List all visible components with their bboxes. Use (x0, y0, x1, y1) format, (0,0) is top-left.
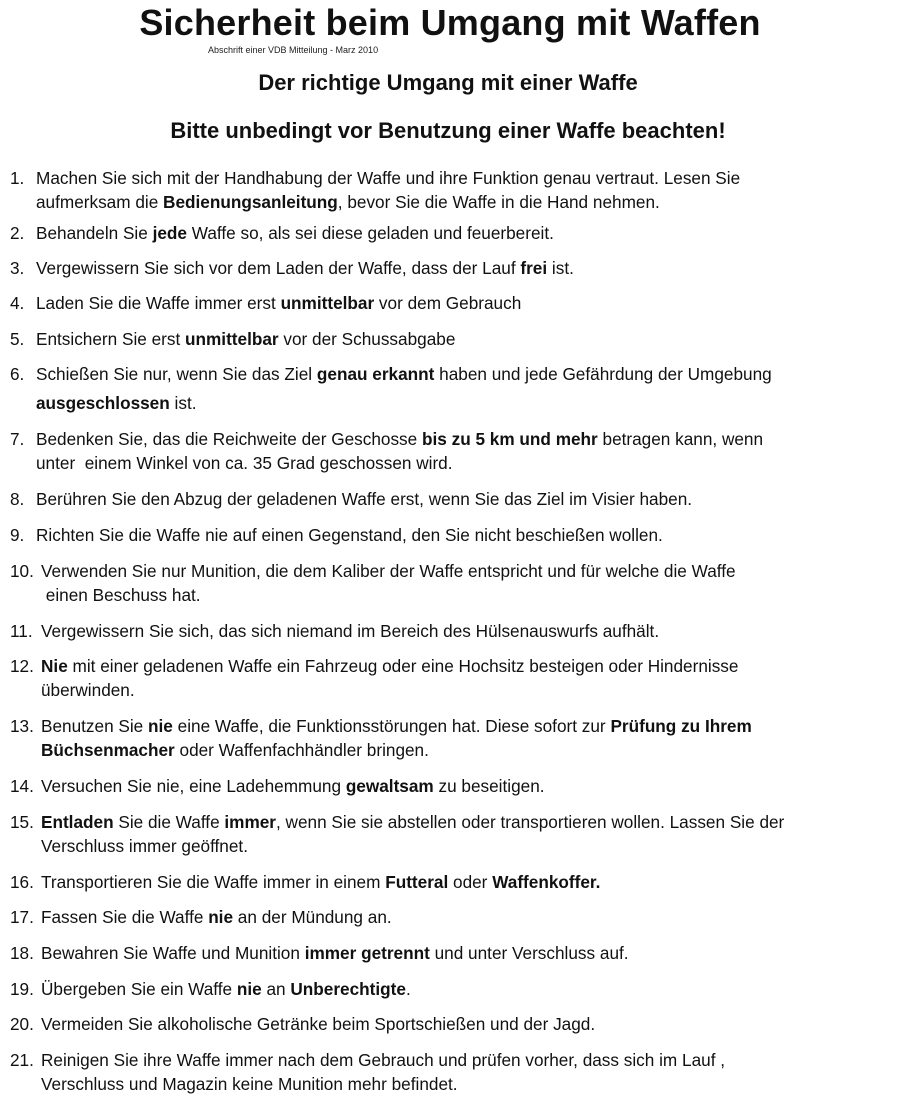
list-item-line (10, 810, 784, 834)
list-item-text: Verschluss und Magazin keine Munition mehr befindet. (41, 1074, 458, 1094)
emphasis-text: Unberechtigte (290, 979, 406, 999)
list-item-line (10, 190, 660, 214)
list-item-text: Übergeben Sie ein Waffe (41, 979, 237, 999)
emphasis-text: Entladen (41, 812, 114, 832)
list-item-line (10, 738, 429, 762)
emphasis-text: frei (520, 258, 548, 278)
list-item-text: Verwenden Sie nur Munition, die dem Kaliber der Waffe entspricht und für welche die Waffe (41, 561, 736, 581)
list-item-text: oder (448, 872, 493, 892)
list-item-line (10, 221, 554, 245)
list-item-text: und unter Verschluss auf. (429, 943, 629, 963)
emphasis-text: Bedienungsanleitung (163, 192, 338, 212)
list-item-line (10, 1012, 595, 1036)
list-item-text: oder Waffenfachhändler bringen. (174, 740, 429, 760)
list-item-number: 9. (10, 525, 25, 545)
list-item-text: , bevor Sie die Waffe in die Hand nehmen. (337, 192, 660, 212)
list-item-number: 18. (10, 943, 34, 963)
list-item-text: einen Beschuss hat. (41, 585, 201, 605)
list-item-text: überwinden. (41, 680, 135, 700)
list-item-text: Machen Sie sich mit der Handhabung der Waffe und ihre Funktion genau vertraut. Lesen Sie (36, 168, 741, 188)
emphasis-text: ausgeschlossen (36, 393, 170, 413)
list-item-line (10, 583, 201, 607)
list-item-line (10, 1072, 458, 1096)
list-item-number: 6. (10, 364, 25, 384)
list-item-number: 13. (10, 716, 34, 736)
list-item-text: Schießen Sie nur, wenn Sie das Ziel (36, 364, 317, 384)
list-item-number: 1. (10, 168, 25, 188)
emphasis-text: unmittelbar (185, 329, 279, 349)
list-item-text: Bewahren Sie Waffe und Munition (41, 943, 305, 963)
list-item-text: vor dem Gebrauch (374, 293, 522, 313)
emphasis-text: gewaltsam (345, 776, 434, 796)
list-item-line (10, 427, 763, 451)
list-item-line (10, 905, 392, 929)
list-item-text: unter einem Winkel von ca. 35 Grad geschossen wird. (36, 453, 453, 473)
emphasis-text: Waffenkoffer. (492, 872, 601, 892)
emphasis-text: bis zu 5 km und mehr (422, 429, 598, 449)
emphasis-text: nie (236, 979, 262, 999)
list-item-text: Bedenken Sie, das die Reichweite der Geschosse (36, 429, 422, 449)
emphasis-text: nie (208, 907, 234, 927)
list-item-line (10, 559, 736, 583)
list-item-line (10, 327, 455, 351)
list-item-number: 5. (10, 329, 25, 349)
instruction-heading: Bitte unbedingt vor Benutzung einer Waffe beachten! (170, 118, 726, 143)
emphasis-text: genau erkannt (316, 364, 435, 384)
emphasis-text: Büchsenmacher (41, 740, 175, 760)
emphasis-text: immer (224, 812, 276, 832)
list-item-line (10, 451, 453, 475)
list-item-line (10, 870, 600, 894)
list-item-text: an der Mündung an. (233, 907, 392, 927)
list-item-number: 20. (10, 1014, 34, 1034)
list-item-text: haben und jede Gefährdung der Umgebung (434, 364, 772, 384)
list-item-number: 3. (10, 258, 25, 278)
list-item-text: ist. (547, 258, 574, 278)
list-item-line (10, 714, 752, 738)
list-item-text: mit einer geladenen Waffe ein Fahrzeug oder eine Hochsitz besteigen oder Hindernisse (67, 656, 739, 676)
list-item-text: zu beseitigen. (433, 776, 545, 796)
emphasis-text: Nie (41, 656, 68, 676)
list-item-text: Entsichern Sie erst (36, 329, 186, 349)
emphasis-text: jede (152, 223, 187, 243)
list-item-number: 17. (10, 907, 34, 927)
list-item-number: 8. (10, 489, 25, 509)
list-item-line (10, 523, 663, 547)
list-item-text: Sie die Waffe (113, 812, 225, 832)
list-item-text: Versuchen Sie nie, eine Ladehemmung (41, 776, 346, 796)
list-item-line (10, 977, 411, 1001)
list-item-line (10, 256, 574, 280)
list-item-line (10, 291, 521, 315)
list-item-text: Reinigen Sie ihre Waffe immer nach dem Gebrauch und prüfen vorher, dass sich im Lauf , (41, 1050, 726, 1070)
list-item-number: 19. (10, 979, 34, 999)
list-item-text: Verschluss immer geöffnet. (41, 836, 248, 856)
emphasis-text: immer getrennt (304, 943, 430, 963)
list-item-text: an (261, 979, 291, 999)
list-item-text: Vergewissern Sie sich vor dem Laden der Waffe, dass der Lauf (36, 258, 521, 278)
list-item-number: 7. (10, 429, 25, 449)
list-item-text: aufmerksam die (36, 192, 164, 212)
emphasis-text: nie (148, 716, 173, 736)
list-item-number: 4. (10, 293, 25, 313)
list-item-text: vor der Schussabgabe (278, 329, 456, 349)
list-item-text: Vergewissern Sie sich, das sich niemand im Bereich des Hülsenauswurfs aufhält. (41, 621, 660, 641)
list-item-number: 12. (10, 656, 34, 676)
list-item-line (10, 166, 740, 190)
list-item-line (10, 678, 135, 702)
list-item-text: Richten Sie die Waffe nie auf einen Gegenstand, den Sie nicht beschießen wollen. (36, 525, 663, 545)
emphasis-text: Futteral (385, 872, 449, 892)
list-item-text: Berühren Sie den Abzug der geladenen Waffe erst, wenn Sie das Ziel im Visier haben. (36, 489, 693, 509)
list-item-text: . (405, 979, 411, 999)
list-item-line (10, 941, 629, 965)
list-item-text: , wenn Sie sie abstellen oder transportieren wollen. Lassen Sie der (276, 812, 785, 832)
list-item-text: Vermeiden Sie alkoholische Getränke beim Sportschießen und der Jagd. (41, 1014, 596, 1034)
list-item-number: 15. (10, 812, 34, 832)
list-item-text: eine Waffe, die Funktionsstörungen hat. Diese sofort zur (172, 716, 611, 736)
section-heading: Der richtige Umgang mit einer Waffe (258, 70, 638, 95)
emphasis-text: unmittelbar (280, 293, 375, 313)
list-item-text: ist. (169, 393, 197, 413)
list-item-line (10, 1048, 725, 1072)
list-item-line (10, 391, 197, 415)
emphasis-text: Prüfung zu Ihrem (610, 716, 752, 736)
list-item-text: betragen kann, wenn (597, 429, 764, 449)
list-item-line (10, 619, 659, 643)
list-item-text: Behandeln Sie (36, 223, 153, 243)
list-item-number: 16. (10, 872, 34, 892)
list-item-line (10, 834, 248, 858)
list-item-text: Transportieren Sie die Waffe immer in einem (41, 872, 386, 892)
source-note: Abschrift einer VDB Mitteilung - Marz 2010 (208, 45, 379, 55)
list-item-number: 2. (10, 223, 25, 243)
list-item-text: Laden Sie die Waffe immer erst (36, 293, 281, 313)
list-item-number: 11. (10, 621, 33, 641)
list-item-number: 21. (10, 1050, 34, 1070)
page-title: Sicherheit beim Umgang mit Waffen (139, 2, 761, 43)
list-item-line (10, 362, 772, 386)
list-item-number: 10. (10, 561, 34, 581)
list-item-number: 14. (10, 776, 34, 796)
list-item-line (10, 774, 545, 798)
list-item-line (10, 487, 692, 511)
list-item-text: Waffe so, als sei diese geladen und feuerbereit. (187, 223, 554, 243)
list-item-line (10, 654, 738, 678)
list-item-text: Benutzen Sie (41, 716, 149, 736)
list-item-text: Fassen Sie die Waffe (41, 907, 209, 927)
